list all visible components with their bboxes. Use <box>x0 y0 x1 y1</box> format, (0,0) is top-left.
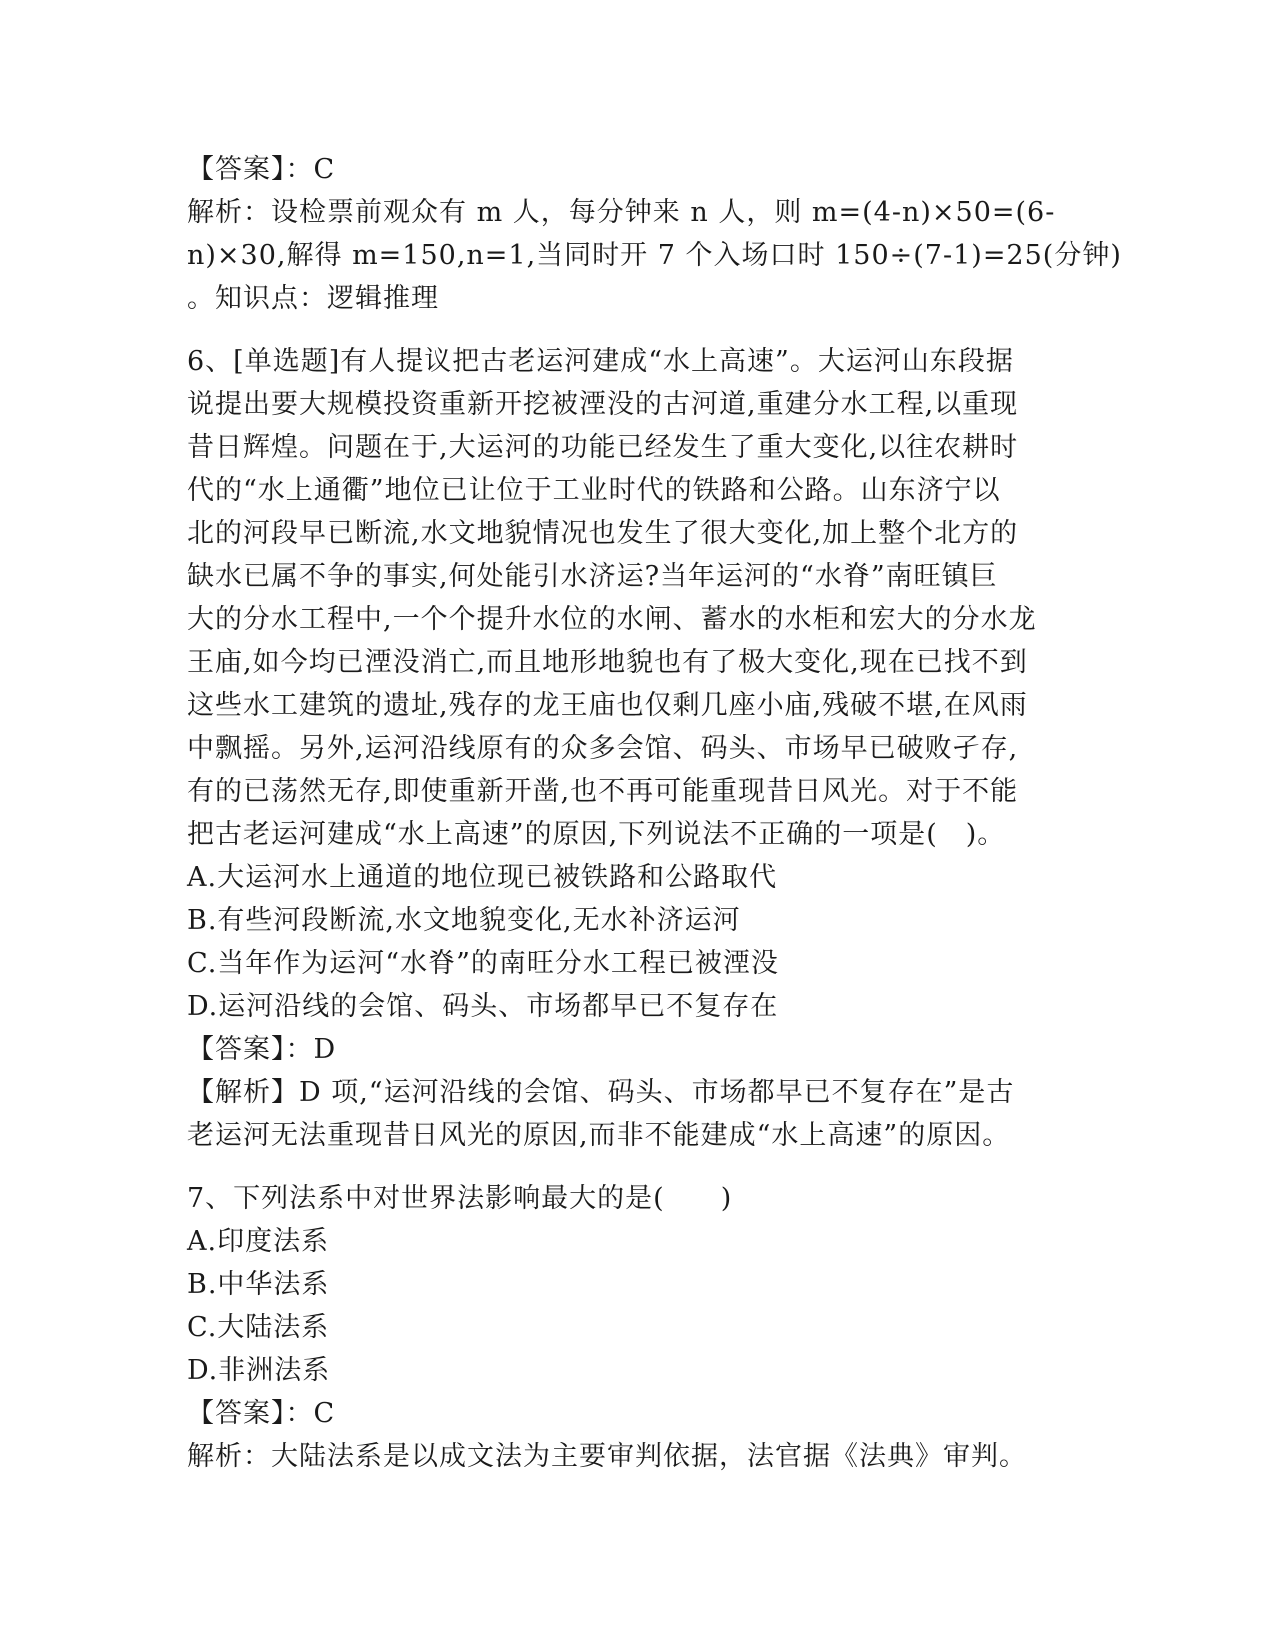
option-a: A.印度法系 <box>187 1226 330 1257</box>
question-stem-line: 中飘摇。另外,运河沿线原有的众多会馆、码头、市场早已破败孑存, <box>187 733 1019 764</box>
question-stem-line: 6、[单选题]有人提议把古老运河建成“水上高速”。大运河山东段据 <box>187 346 1014 377</box>
analysis-line: n)×30,解得 m=150,n=1,当同时开 7 个入场口时 150÷(7-1)=25(分钟) <box>187 240 1122 271</box>
answer-line: 【答案】：C <box>187 154 336 185</box>
question-stem-line: 北的河段早已断流,水文地貌情况也发生了很大变化,加上整个北方的 <box>187 518 1019 549</box>
option-c: C.当年作为运河“水脊”的南旺分水工程已被湮没 <box>187 948 779 979</box>
analysis-line: 老运河无法重现昔日风光的原因,而非不能建成“水上高速”的原因。 <box>187 1120 1011 1151</box>
document-page <box>187 148 1122 1478</box>
option-b: B.中华法系 <box>187 1269 330 1300</box>
question-stem-line: 昔日辉煌。问题在于,大运河的功能已经发生了重大变化,以往农耕时 <box>187 432 1019 463</box>
question-stem-line: 代的“水上通衢”地位已让位于工业时代的铁路和公路。山东济宁以 <box>187 475 1001 506</box>
question-stem-line: 说提出要大规模投资重新开挖被湮没的古河道,重建分水工程,以重现 <box>187 389 1019 420</box>
q5-tail-block <box>187 148 1122 320</box>
option-d: D.运河沿线的会馆、码头、市场都早已不复存在 <box>187 991 779 1022</box>
analysis-line: 。知识点：逻辑推理 <box>187 283 439 314</box>
option-b: B.有些河段断流,水文地貌变化,无水补济运河 <box>187 905 741 936</box>
question-stem-line: 王庙,如今均已湮没消亡,而且地形地貌也有了极大变化,现在已找不到 <box>187 647 1028 678</box>
question-stem-line: 有的已荡然无存,即使重新开凿,也不再可能重现昔日风光。对于不能 <box>187 776 1019 807</box>
answer-line: 【答案】：D <box>187 1034 337 1065</box>
question-stem-line: 7、下列法系中对世界法影响最大的是( ) <box>187 1183 733 1214</box>
spacer <box>187 320 1087 340</box>
question-6-block <box>187 340 1087 1157</box>
analysis-line: 解析：大陆法系是以成文法为主要审判依据，法官据《法典》审判。 <box>187 1441 1027 1472</box>
question-stem-line: 缺水已属不争的事实,何处能引水济运?当年运河的“水脊”南旺镇巨 <box>187 561 998 592</box>
question-stem-line: 把古老运河建成“水上高速”的原因,下列说法不正确的一项是( )。 <box>187 819 1006 850</box>
question-stem-line: 这些水工建筑的遗址,残存的龙王庙也仅剩几座小庙,残破不堪,在风雨 <box>187 690 1028 721</box>
spacer <box>187 1157 1087 1177</box>
option-d: D.非洲法系 <box>187 1355 331 1386</box>
question-stem-line: 大的分水工程中,一个个提升水位的水闸、蓄水的水柜和宏大的分水龙 <box>187 604 1037 635</box>
option-a: A.大运河水上通道的地位现已被铁路和公路取代 <box>187 862 778 893</box>
analysis-line: 【解析】D 项,“运河沿线的会馆、码头、市场都早已不复存在”是古 <box>187 1077 1015 1108</box>
answer-line: 【答案】：C <box>187 1398 336 1429</box>
analysis-line: 解析：设检票前观众有 m 人，每分钟来 n 人，则 m=(4-n)×50=(6- <box>187 197 1056 228</box>
question-7-block <box>187 1177 1087 1478</box>
option-c: C.大陆法系 <box>187 1312 330 1343</box>
